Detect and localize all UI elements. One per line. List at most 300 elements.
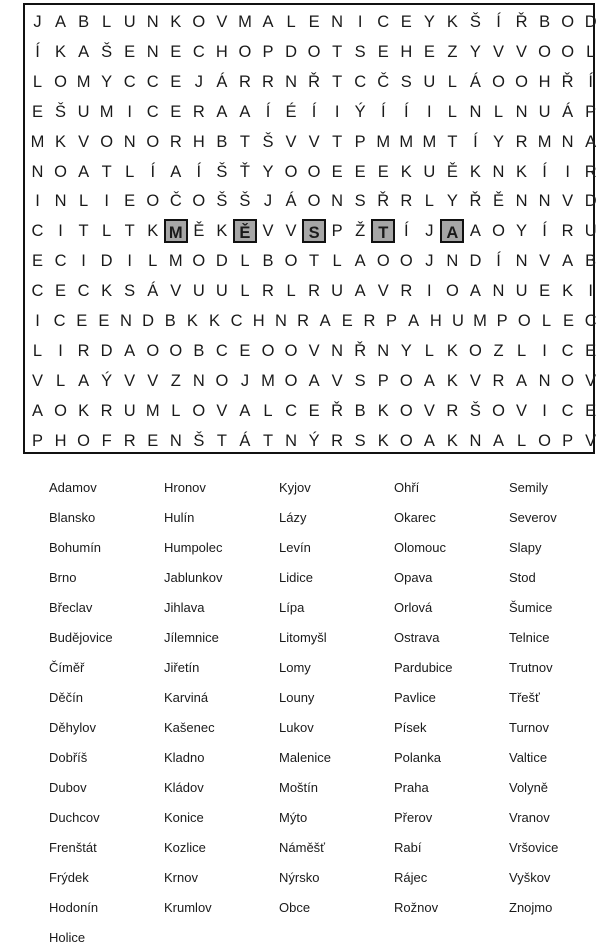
grid-cell[interactable]: N	[331, 341, 344, 360]
grid-cell[interactable]: C	[146, 72, 159, 91]
grid-cell[interactable]: Í	[150, 162, 156, 181]
grid-cell[interactable]: Y	[262, 162, 274, 181]
grid-cell[interactable]: E	[585, 341, 597, 360]
grid-cell[interactable]: A	[262, 13, 274, 31]
grid-cell[interactable]: Ř	[331, 401, 344, 420]
grid-cell[interactable]: L	[516, 431, 527, 450]
grid-cell[interactable]: K	[101, 282, 113, 301]
grid-cell[interactable]: V	[170, 282, 182, 301]
grid-cell[interactable]: Í	[265, 102, 271, 121]
grid-cell[interactable]: O	[284, 341, 298, 360]
grid-cell[interactable]: K	[170, 13, 182, 31]
grid-cell[interactable]: O	[538, 431, 552, 450]
grid-cell[interactable]: O	[146, 192, 160, 211]
grid-cell[interactable]: H	[252, 312, 265, 330]
grid-cell[interactable]: P	[262, 42, 274, 61]
grid-cell[interactable]: O	[261, 341, 275, 360]
grid-cell[interactable]: T	[332, 72, 343, 91]
grid-cell[interactable]: M	[376, 132, 391, 151]
grid-cell[interactable]: M	[399, 132, 414, 151]
grid-cell[interactable]: Í	[496, 13, 501, 31]
grid-cell[interactable]: A	[585, 132, 597, 151]
grid-cell[interactable]: L	[55, 371, 66, 390]
grid-cell[interactable]: K	[377, 431, 389, 450]
grid-cell[interactable]: S	[124, 282, 136, 301]
grid-cell[interactable]: Í	[588, 72, 593, 91]
grid-cell[interactable]: P	[377, 371, 389, 390]
grid-cell[interactable]: R	[308, 282, 321, 301]
grid-cell-highlighted[interactable]: M	[164, 219, 188, 243]
grid-cell[interactable]: H	[400, 42, 413, 61]
grid-cell[interactable]: O	[538, 42, 552, 61]
grid-cell[interactable]: I	[542, 401, 547, 420]
grid-cell[interactable]: L	[240, 282, 250, 301]
grid-cell[interactable]: L	[493, 102, 504, 121]
grid-cell[interactable]: E	[539, 282, 551, 301]
grid-cell[interactable]: I	[81, 252, 86, 271]
grid-cell[interactable]: M	[473, 312, 487, 330]
grid-cell[interactable]: O	[284, 162, 298, 181]
grid-cell[interactable]: C	[192, 42, 205, 61]
grid-cell[interactable]: V	[539, 252, 551, 271]
grid-cell[interactable]: Š	[469, 13, 481, 31]
grid-cell[interactable]: Z	[170, 371, 181, 390]
grid-cell[interactable]: N	[146, 42, 159, 61]
grid-cell[interactable]: H	[215, 42, 228, 61]
grid-cell[interactable]: S	[354, 371, 366, 390]
grid-cell[interactable]: Í	[542, 222, 547, 241]
grid-cell[interactable]: M	[261, 371, 275, 390]
grid-cell[interactable]: L	[424, 341, 434, 360]
grid-cell[interactable]: N	[169, 431, 182, 450]
grid-cell[interactable]: R	[100, 401, 113, 420]
grid-cell[interactable]: J	[263, 192, 273, 211]
grid-cell[interactable]: E	[170, 102, 182, 121]
grid-cell[interactable]: L	[424, 192, 434, 211]
grid-cell[interactable]: I	[127, 252, 132, 271]
grid-cell[interactable]: Č	[169, 192, 182, 211]
grid-cell[interactable]: U	[77, 102, 90, 121]
grid-cell[interactable]: N	[54, 192, 67, 211]
grid-cell[interactable]: K	[377, 401, 389, 420]
grid-cell[interactable]: A	[562, 252, 574, 271]
grid-cell[interactable]: V	[585, 371, 597, 390]
grid-cell[interactable]: M	[422, 132, 437, 151]
grid-cell[interactable]: L	[125, 162, 135, 181]
grid-cell[interactable]: N	[515, 102, 528, 121]
grid-cell[interactable]: A	[55, 13, 67, 31]
grid-cell[interactable]: O	[77, 431, 91, 450]
grid-cell[interactable]: E	[585, 401, 597, 420]
grid-cell[interactable]: N	[538, 192, 551, 211]
grid-cell[interactable]: C	[31, 222, 44, 241]
grid-cell[interactable]: O	[561, 371, 575, 390]
grid-cell[interactable]: R	[238, 72, 251, 91]
grid-cell[interactable]: U	[215, 282, 228, 301]
grid-cell[interactable]: O	[399, 252, 413, 271]
grid-cell[interactable]: T	[78, 222, 89, 241]
grid-cell[interactable]: S	[354, 192, 366, 211]
grid-cell[interactable]: O	[238, 42, 252, 61]
grid-cell[interactable]: V	[331, 371, 343, 390]
grid-cell[interactable]: A	[469, 282, 481, 301]
grid-cell[interactable]: Y	[400, 341, 412, 360]
grid-cell[interactable]: R	[262, 72, 274, 91]
grid-cell[interactable]: C	[561, 341, 574, 360]
grid-cell[interactable]: N	[274, 312, 287, 330]
grid-cell[interactable]: M	[168, 252, 183, 271]
grid-cell[interactable]: A	[423, 371, 435, 390]
grid-cell[interactable]: L	[79, 192, 89, 211]
grid-cell[interactable]: Ť	[239, 162, 250, 181]
grid-cell[interactable]: C	[54, 252, 67, 271]
grid-cell[interactable]: N	[538, 371, 551, 390]
grid-cell[interactable]: N	[515, 252, 528, 271]
grid-cell[interactable]: E	[31, 252, 43, 271]
grid-cell[interactable]: M	[537, 132, 552, 151]
grid-cell[interactable]: R	[262, 282, 274, 301]
grid-cell[interactable]: E	[31, 102, 43, 121]
grid-cell[interactable]: Í	[542, 162, 547, 181]
grid-cell[interactable]: K	[446, 371, 458, 390]
grid-cell[interactable]: Ř	[308, 72, 321, 91]
grid-cell[interactable]: V	[469, 371, 481, 390]
grid-cell[interactable]: P	[562, 431, 574, 450]
grid-cell[interactable]: B	[78, 13, 90, 31]
grid-cell[interactable]: A	[31, 401, 43, 420]
grid-cell[interactable]: Š	[193, 431, 205, 450]
grid-cell[interactable]: O	[492, 222, 505, 241]
grid-cell[interactable]: V	[216, 401, 228, 420]
grid-cell[interactable]: K	[469, 162, 481, 181]
grid-cell[interactable]: E	[124, 192, 136, 211]
grid-cell[interactable]: D	[100, 252, 113, 271]
grid-cell[interactable]: Y	[423, 13, 435, 31]
grid-cell[interactable]: Š	[262, 132, 274, 151]
grid-cell[interactable]: D	[584, 192, 597, 211]
grid-cell[interactable]: U	[538, 102, 551, 121]
grid-cell[interactable]: Í	[311, 102, 317, 121]
grid-cell[interactable]: O	[146, 341, 160, 360]
grid-cell[interactable]: N	[120, 312, 132, 330]
grid-cell[interactable]: C	[584, 312, 597, 330]
grid-cell[interactable]: T	[332, 42, 343, 61]
grid-cell[interactable]: R	[446, 401, 459, 420]
grid-cell[interactable]: E	[377, 162, 389, 181]
grid-cell[interactable]: S	[354, 42, 366, 61]
grid-cell[interactable]: U	[123, 401, 136, 420]
grid-cell[interactable]: K	[186, 312, 198, 330]
grid-cell[interactable]: T	[216, 431, 227, 450]
grid-cell[interactable]: Á	[216, 72, 228, 91]
grid-cell[interactable]: T	[447, 132, 458, 151]
grid-cell[interactable]: M	[76, 72, 91, 91]
grid-cell[interactable]: C	[561, 401, 574, 420]
grid-cell[interactable]: O	[307, 162, 321, 181]
grid-cell[interactable]: N	[492, 282, 505, 301]
grid-cell[interactable]: E	[377, 42, 389, 61]
grid-cell[interactable]: Y	[492, 132, 504, 151]
grid-cell[interactable]: Ř	[354, 341, 367, 360]
grid-cell[interactable]: R	[123, 431, 136, 450]
grid-cell-highlighted[interactable]: Ě	[233, 219, 257, 243]
grid-cell[interactable]: O	[517, 312, 531, 330]
grid-cell[interactable]: L	[447, 72, 457, 91]
grid-cell[interactable]: E	[76, 312, 88, 330]
grid-cell[interactable]: K	[216, 222, 228, 241]
grid-cell[interactable]: B	[539, 13, 551, 31]
grid-cell[interactable]: P	[331, 222, 343, 241]
grid-cell[interactable]: D	[142, 312, 155, 330]
grid-cell[interactable]: N	[492, 162, 505, 181]
grid-cell[interactable]: A	[239, 102, 251, 121]
grid-cell[interactable]: B	[216, 132, 228, 151]
grid-cell[interactable]: T	[332, 132, 343, 151]
grid-cell-highlighted[interactable]: A	[440, 219, 464, 243]
grid-cell[interactable]: O	[215, 371, 229, 390]
grid-cell[interactable]: C	[215, 341, 228, 360]
grid-cell[interactable]: O	[146, 132, 160, 151]
grid-cell[interactable]: O	[561, 42, 575, 61]
grid-cell[interactable]: U	[331, 282, 344, 301]
grid-cell[interactable]: Ž	[355, 222, 366, 241]
grid-cell[interactable]: H	[54, 431, 67, 450]
grid-cell[interactable]: Á	[239, 431, 251, 450]
grid-cell[interactable]: V	[285, 222, 297, 241]
grid-cell[interactable]: E	[423, 42, 435, 61]
grid-cell[interactable]: R	[561, 222, 574, 241]
grid-cell[interactable]: V	[585, 431, 597, 450]
grid-cell[interactable]: T	[124, 222, 135, 241]
grid-cell[interactable]: J	[33, 13, 42, 31]
grid-cell[interactable]: V	[147, 371, 159, 390]
grid-cell[interactable]: Í	[196, 162, 202, 181]
grid-cell[interactable]: H	[429, 312, 442, 330]
grid-cell[interactable]: Ě	[193, 222, 205, 241]
grid-cell[interactable]: I	[35, 192, 40, 211]
grid-cell[interactable]: K	[147, 222, 159, 241]
grid-cell[interactable]: K	[516, 162, 528, 181]
grid-cell[interactable]: C	[146, 102, 159, 121]
grid-cell[interactable]: O	[376, 252, 390, 271]
grid-cell[interactable]: E	[98, 312, 110, 330]
grid-cell[interactable]: R	[169, 132, 182, 151]
grid-cell[interactable]: A	[239, 401, 251, 420]
grid-cell[interactable]: D	[215, 252, 228, 271]
grid-cell[interactable]: K	[446, 431, 458, 450]
grid-cell[interactable]: Š	[216, 192, 228, 211]
grid-cell[interactable]: V	[285, 132, 297, 151]
grid-cell[interactable]: A	[78, 42, 90, 61]
grid-cell[interactable]: L	[240, 252, 250, 271]
grid-cell[interactable]: Y	[446, 192, 458, 211]
grid-cell[interactable]: Č	[377, 72, 390, 91]
grid-cell[interactable]: O	[399, 371, 413, 390]
grid-cell[interactable]: O	[54, 162, 67, 181]
grid-cell[interactable]: I	[35, 312, 40, 330]
grid-cell[interactable]: E	[354, 162, 366, 181]
grid-cell[interactable]: L	[332, 252, 342, 271]
grid-cell[interactable]: K	[446, 13, 458, 31]
grid-cell[interactable]: P	[496, 312, 508, 330]
grid-cell[interactable]: B	[585, 252, 597, 271]
grid-cell[interactable]: E	[308, 401, 320, 420]
grid-cell[interactable]: O	[284, 371, 298, 390]
grid-cell[interactable]: N	[285, 431, 297, 450]
grid-cell[interactable]: I	[357, 13, 363, 31]
grid-cell[interactable]: Ý	[101, 371, 113, 390]
grid-cell[interactable]: V	[308, 132, 320, 151]
grid-cell[interactable]: J	[425, 222, 434, 241]
grid-cell[interactable]: Ř	[515, 13, 528, 31]
grid-cell[interactable]: I	[427, 102, 432, 121]
grid-cell[interactable]: E	[341, 312, 353, 330]
grid-cell[interactable]: Š	[101, 42, 113, 61]
grid-cell[interactable]: B	[193, 341, 205, 360]
grid-cell[interactable]: K	[562, 282, 574, 301]
grid-cell[interactable]: N	[146, 13, 159, 31]
grid-cell[interactable]: C	[77, 282, 90, 301]
grid-cell[interactable]: R	[77, 341, 90, 360]
grid-cell[interactable]: V	[262, 222, 274, 241]
grid-cell[interactable]: C	[123, 72, 136, 91]
grid-cell[interactable]: I	[588, 282, 593, 301]
grid-cell[interactable]: A	[124, 341, 136, 360]
grid-cell[interactable]: N	[123, 132, 136, 151]
grid-cell[interactable]: O	[469, 341, 482, 360]
grid-cell[interactable]: N	[192, 371, 205, 390]
grid-cell[interactable]: I	[542, 341, 547, 360]
grid-cell[interactable]: Š	[239, 192, 251, 211]
grid-cell[interactable]: O	[492, 72, 505, 91]
grid-cell[interactable]: O	[515, 72, 528, 91]
grid-cell[interactable]: V	[377, 282, 389, 301]
grid-cell[interactable]: B	[262, 252, 274, 271]
grid-cell[interactable]: E	[147, 431, 159, 450]
grid-cell[interactable]: E	[124, 42, 136, 61]
grid-cell[interactable]: I	[427, 282, 432, 301]
grid-cell[interactable]: N	[515, 192, 528, 211]
grid-cell[interactable]: R	[363, 312, 376, 330]
grid-cell[interactable]: U	[451, 312, 464, 330]
grid-cell[interactable]: K	[55, 132, 67, 151]
grid-cell[interactable]: H	[192, 132, 205, 151]
grid-cell[interactable]: U	[192, 282, 205, 301]
grid-cell[interactable]: L	[263, 401, 273, 420]
grid-cell[interactable]: K	[78, 401, 90, 420]
grid-cell[interactable]: Ř	[377, 192, 390, 211]
grid-cell[interactable]: C	[377, 13, 390, 31]
grid-cell[interactable]: Ý	[354, 102, 366, 121]
grid-cell[interactable]: E	[170, 72, 182, 91]
grid-cell[interactable]: L	[148, 252, 158, 271]
grid-cell[interactable]: O	[54, 401, 67, 420]
grid-cell[interactable]: Š	[55, 102, 67, 121]
grid-cell[interactable]: Í	[404, 222, 409, 241]
grid-cell[interactable]: U	[423, 162, 436, 181]
grid-cell[interactable]: O	[307, 192, 321, 211]
grid-cell[interactable]: K	[209, 312, 221, 330]
grid-cell[interactable]: L	[586, 42, 596, 61]
grid-cell[interactable]: O	[54, 72, 67, 91]
grid-cell[interactable]: U	[423, 72, 436, 91]
grid-cell[interactable]: D	[100, 341, 113, 360]
grid-cell[interactable]: Í	[496, 252, 501, 271]
grid-cell[interactable]: V	[516, 401, 528, 420]
grid-cell[interactable]: Y	[469, 42, 481, 61]
grid-cell[interactable]: Á	[469, 72, 481, 91]
grid-cell[interactable]: Ý	[308, 431, 320, 450]
grid-cell[interactable]: N	[31, 162, 44, 181]
grid-cell[interactable]: E	[331, 162, 343, 181]
grid-cell[interactable]: C	[31, 282, 44, 301]
grid-cell[interactable]: U	[515, 282, 528, 301]
grid-cell[interactable]: L	[516, 341, 527, 360]
grid-cell[interactable]: R	[400, 282, 413, 301]
grid-cell[interactable]: A	[170, 162, 182, 181]
grid-cell[interactable]: N	[469, 431, 482, 450]
grid-cell[interactable]: V	[516, 42, 528, 61]
grid-cell[interactable]: C	[285, 401, 297, 420]
grid-cell-highlighted[interactable]: T	[371, 219, 395, 243]
grid-cell[interactable]: K	[446, 341, 458, 360]
grid-cell[interactable]: N	[331, 192, 344, 211]
grid-cell[interactable]: K	[55, 42, 67, 61]
grid-cell[interactable]: N	[331, 13, 344, 31]
grid-cell[interactable]: M	[238, 13, 252, 31]
grid-cell[interactable]: D	[285, 42, 297, 61]
grid-cell[interactable]: Ě	[492, 192, 504, 211]
grid-cell[interactable]: L	[32, 72, 43, 91]
grid-cell[interactable]: A	[216, 102, 228, 121]
grid-cell[interactable]: O	[169, 341, 183, 360]
grid-cell[interactable]: Y	[516, 222, 528, 241]
grid-cell[interactable]: L	[541, 312, 552, 330]
grid-cell[interactable]: O	[399, 401, 413, 420]
grid-cell[interactable]: Í	[380, 102, 386, 121]
grid-cell[interactable]: A	[354, 252, 366, 271]
grid-cell[interactable]: I	[565, 162, 570, 181]
grid-cell[interactable]: O	[192, 401, 206, 420]
grid-cell[interactable]: U	[584, 222, 597, 241]
grid-cell[interactable]: T	[239, 132, 250, 151]
grid-cell[interactable]: I	[334, 102, 340, 121]
grid-cell[interactable]: M	[145, 401, 160, 420]
grid-cell[interactable]: E	[55, 282, 67, 301]
grid-cell[interactable]: Ř	[561, 72, 574, 91]
grid-cell[interactable]: I	[127, 102, 132, 121]
grid-cell[interactable]: C	[53, 312, 66, 330]
grid-cell[interactable]: B	[354, 401, 366, 420]
grid-cell[interactable]: Á	[285, 192, 297, 211]
grid-cell[interactable]: O	[445, 282, 459, 301]
grid-cell[interactable]: M	[99, 102, 114, 121]
grid-cell[interactable]: A	[492, 431, 504, 450]
grid-cell[interactable]: P	[31, 431, 43, 450]
grid-cell[interactable]: F	[101, 431, 112, 450]
grid-cell[interactable]: J	[240, 371, 250, 390]
grid-cell[interactable]: Z	[493, 341, 504, 360]
grid-cell[interactable]: L	[171, 401, 181, 420]
grid-cell[interactable]: L	[102, 13, 112, 31]
grid-cell[interactable]: D	[469, 252, 482, 271]
grid-cell[interactable]: V	[78, 132, 90, 151]
grid-cell[interactable]: Í	[35, 42, 40, 61]
grid-cell[interactable]: V	[124, 371, 136, 390]
grid-cell[interactable]: L	[32, 341, 43, 360]
grid-cell[interactable]: I	[58, 341, 63, 360]
grid-cell[interactable]: O	[399, 431, 413, 450]
